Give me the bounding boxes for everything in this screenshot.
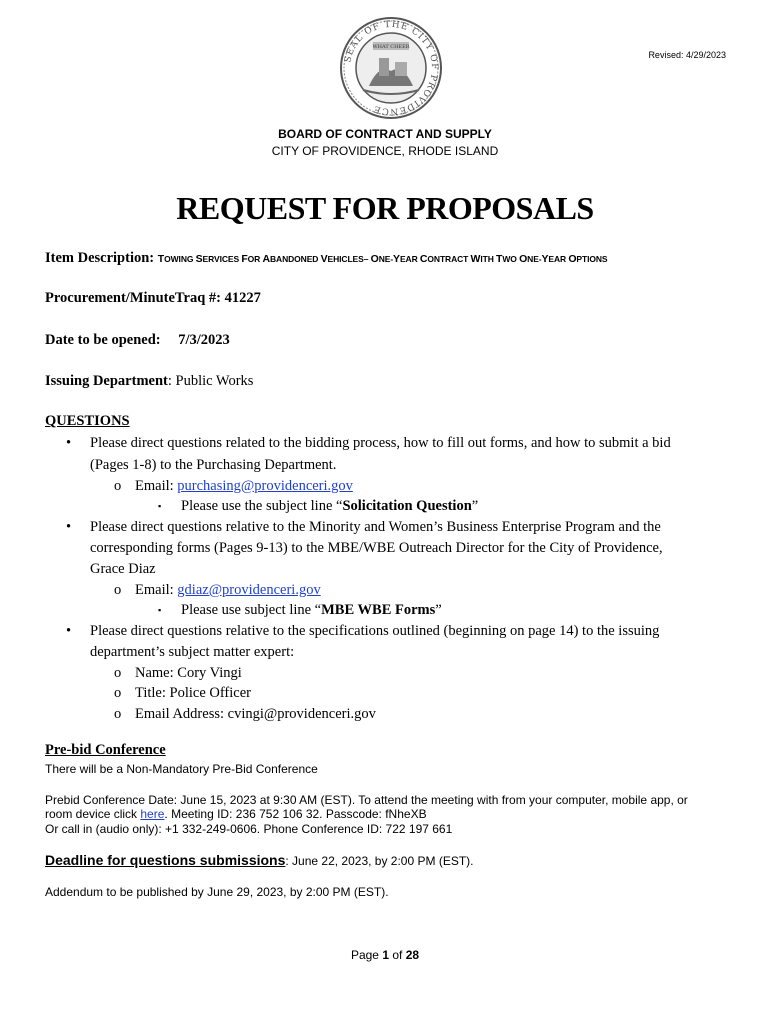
deadline-label: Deadline for questions submissions (45, 852, 286, 868)
question-bullet-2-line-2: corresponding forms (Pages 9-13) to the MBE/WBE Outreach Director for the City of Providence, (90, 540, 663, 556)
question-bullet-2-line-3: Grace Diaz (90, 561, 156, 577)
current-page: 1 (382, 948, 389, 962)
contact-email: Email Address: cvingi@providenceri.gov (135, 706, 376, 722)
page-number-footer (0, 948, 770, 962)
item-description-row (45, 250, 608, 267)
procurement-label: Procurement/MinuteTraq #: (45, 290, 221, 306)
item-description-label: Item Description: (45, 250, 155, 266)
revised-date: Revised: 4/29/2023 (648, 50, 726, 60)
total-pages: 28 (405, 948, 420, 962)
subject-line-bold: Solicitation Question (342, 498, 472, 514)
question-bullet-1-line-1: Please direct questions related to the bidding process, how to fill out forms, and how to submit a bid (90, 435, 671, 451)
page-title: REQUEST FOR PROPOSALS (176, 190, 594, 226)
purchasing-email-row (135, 477, 353, 495)
prebid-line-4: Or call in (audio only): +1 332-249-0606. Phone Conference ID: 722 197 661 (45, 822, 453, 836)
board-name: BOARD OF CONTRACT AND SUPPLY (278, 127, 492, 141)
mbe-email-link[interactable]: gdiaz@providenceri.gov (177, 582, 321, 598)
purchasing-email-link[interactable]: purchasing@providenceri.gov (177, 478, 353, 494)
addendum-note: Addendum to be published by June 29, 2023, by 2:00 PM (EST). (45, 885, 389, 899)
subject-line-text: Please use the subject line “ (181, 498, 343, 514)
deadline-row (45, 853, 474, 868)
questions-heading: QUESTIONS (45, 413, 130, 429)
sub-bullet-icon: o (114, 478, 122, 494)
bullet-icon: • (66, 519, 72, 535)
issuing-department-row (45, 373, 253, 390)
prebid-line-2: Prebid Conference Date: June 15, 2023 at 9:30 AM (EST). To attend the meeting with from your computer, mobile app, or (45, 793, 688, 807)
city-name: CITY OF PROVIDENCE, RHODE ISLAND (271, 144, 499, 158)
question-bullet-1-line-2: (Pages 1-8) to the Purchasing Department. (90, 457, 337, 473)
deadline-value: : June 22, 2023, by 2:00 PM (EST). (285, 854, 474, 868)
square-bullet-icon: ▪ (158, 501, 162, 511)
date-opened-row (45, 332, 230, 349)
procurement-row (45, 290, 261, 307)
prebid-line-3 (45, 807, 427, 821)
sub-bullet-icon: o (114, 685, 122, 701)
mbe-email-row (135, 581, 321, 599)
issuing-department-label: Issuing Department (45, 373, 168, 389)
city-seal-logo (339, 16, 443, 120)
subject-line-quote: ” (435, 602, 442, 618)
question-bullet-3-line-2: department’s subject matter expert: (90, 644, 295, 660)
email-label: Email: (135, 582, 178, 598)
svg-text:WHAT CHEER: WHAT CHEER (372, 44, 410, 50)
bullet-icon: • (66, 435, 72, 451)
solicitation-subject-line (181, 497, 478, 515)
item-description-value: TOWING SERVICES FOR ABANDONED VEHICLES– ONE-YEAR CONTRACT WITH TWO ONE-YEAR OPTIONS (157, 253, 608, 265)
mbe-subject-line (181, 601, 442, 619)
sub-bullet-icon: o (114, 665, 122, 681)
issuing-department-value: : Public Works (167, 373, 254, 389)
sub-bullet-icon: o (114, 582, 122, 598)
subject-line-text: Please use subject line “ (181, 602, 322, 618)
procurement-number: 41227 (224, 290, 261, 306)
subject-line-bold: MBE WBE Forms (321, 602, 436, 618)
of-label: of (389, 948, 406, 962)
question-bullet-2-line-1: Please direct questions relative to the Minority and Women’s Business Enterprise Program and the (90, 519, 661, 535)
prebid-line-1: There will be a Non-Mandatory Pre-Bid Conference (45, 762, 318, 776)
bullet-icon: • (66, 623, 72, 639)
prebid-line-3-text: room device click (45, 807, 141, 821)
date-opened-label: Date to be opened: (45, 332, 161, 348)
question-bullet-3-line-1: Please direct questions relative to the specifications outlined (beginning on page 14) to the issuing (90, 623, 660, 639)
contact-name: Name: Cory Vingi (135, 665, 242, 681)
meeting-here-link[interactable]: here (140, 807, 165, 821)
contact-title: Title: Police Officer (135, 685, 251, 701)
page-label: Page (350, 948, 383, 962)
sub-bullet-icon: o (114, 706, 122, 722)
square-bullet-icon: ▪ (158, 605, 162, 615)
subject-line-quote: ” (471, 498, 479, 514)
meeting-id-text: . Meeting ID: 236 752 106 32. Passcode: fNheXB (164, 807, 427, 821)
email-label: Email: (135, 478, 178, 494)
prebid-heading: Pre-bid Conference (45, 742, 166, 758)
svg-text:SEAL OF THE CITY OF PROVIDENCE: SEAL OF THE CITY OF PROVIDENCE (343, 19, 440, 117)
date-opened-value: 7/3/2023 (178, 332, 230, 348)
